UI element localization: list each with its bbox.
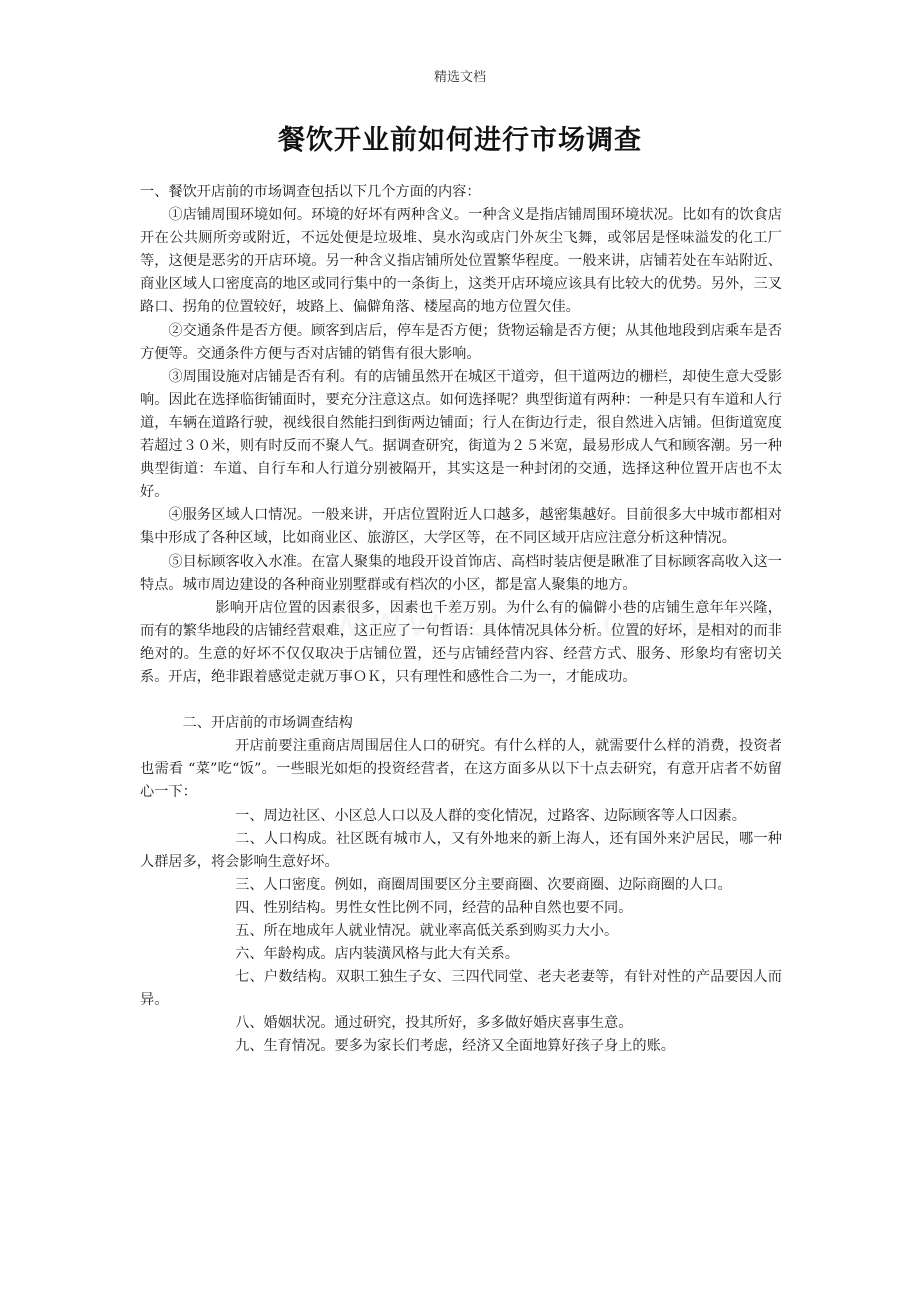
- section-1-heading: 一、餐饮开店前的市场调查包括以下几个方面的内容：: [140, 184, 481, 200]
- list-item: 五、所在地成年人就业情况。就业率高低关系到购买力大小。: [235, 923, 619, 939]
- list-item: 七、户数结构。双职工独生子女、三四代同堂、老夫老妻等，有针对性的产品要因人而异。: [140, 969, 782, 1009]
- list-item: 二、人口构成。社区既有城市人，又有外地来的新上海人，还有国外来沪居民，哪一种人群居多，将会影响生意好坏。: [140, 830, 782, 870]
- paragraph-traffic: ②交通条件是否方便。顾客到店后，停车是否方便；货物运输是否方便；从其他地段到店乘车是否方便等。交通条件方便与否对店铺的销售有很大影响。: [140, 322, 782, 362]
- page-header: 精选文档: [433, 70, 486, 85]
- paragraph-facilities: ③周围设施对店铺是否有利。有的店铺虽然开在城区干道旁，但干道两边的栅栏，却使生意大受影响。因此在选择临街铺面时，要充分注意这点。如何选择呢？典型街道有两种：一种是只有车道和人行道，车辆在道路行驶，视线很自然能扫到街两边铺面；行人在街边行走，很自然进入店铺。但街道宽度若超过３０米，则有时反而不聚人气。据调查研究，街道为２５米宽，最易形成人气和顾客潮。另一种典型街道：车道、自行车和人行道分别被隔开，其实这是一种封闭的交通，选择这种位置开店也不太好。: [140, 368, 782, 501]
- paragraph-factors: 影响开店位置的因素很多，因素也千差万别。为什么有的偏僻小巷的店铺生意年年兴隆，而有的繁华地段的店铺经营艰难，这正应了一句哲语：具体情况具体分析。位置的好坏，是相对的而非绝对的。生意的好坏不仅仅取决于店铺位置，还与店铺经营内容、经营方式、服务、形象均有密切关系。开店，绝非跟着感觉走就万事ＯＫ，只有理性和感性合二为一，才能成功。: [140, 599, 782, 685]
- list-item: 三、人口密度。例如，商圈周围要区分主要商圈、次要商圈、边际商圈的人口。: [235, 876, 732, 893]
- list-item: 四、性别结构。男性女性比例不同，经营的品种自然也要不同。: [235, 899, 633, 916]
- section-2-heading: 二、开店前的市场调查结构: [182, 715, 353, 732]
- list-item: 一、周边社区、小区总人口以及人群的变化情况，过路客、边际顾客等人口因素。: [235, 807, 746, 824]
- paragraph-environment: ①店铺周围环境如何。环境的好坏有两种含义。一种含义是指店铺周围环境状况。比如有的饮食店开在公共厕所旁或附近，不远处便是垃圾堆、臭水沟或店门外灰尘飞舞，或邻居是怪味溢发的化工厂等，这便是恶劣的开店环境。另一种含义指店铺所处位置繁华程度。一般来讲，店铺若处在车站附近、商业区域人口密度高的地区或同行集中的一条街上，这类开店环境应该具有比较大的优势。另外，三叉路口、拐角的位置较好，坡路上、偏僻角落、楼屋高的地方位置欠佳。: [140, 207, 782, 316]
- list-item: 八、婚姻状况。通过研究，投其所好，多多做好婚庆喜事生意。: [235, 1015, 633, 1032]
- paragraph-income: ⑤目标顾客收入水准。在富人聚集的地段开设首饰店、高档时装店便是瞅准了目标顾客高收入这一特点。城市周边建设的各种商业别墅群或有档次的小区，都是富人聚集的地方。: [140, 553, 782, 593]
- list-item: 九、生育情况。要多为家长们考虑，经济又全面地算好孩子身上的账。: [235, 1038, 675, 1055]
- document-body: [140, 181, 782, 1059]
- paragraph-population: ④服务区域人口情况。一般来讲，开店位置附近人口越多，越密集越好。目前很多大中城市都相对集中形成了各种区域，比如商业区、旅游区，大学区等，在不同区域开店应注意分析这种情况。: [140, 507, 782, 547]
- section-2-intro: 开店前要注重商店周围居住人口的研究。有什么样的人，就需要什么样的消费，投资者也需看 “菜”吃“饭”。一些眼光如炬的投资经营者，在这方面多从以下十点去研究，有意开店者不妨留心一下：: [140, 738, 782, 801]
- document-title: 餐饮开业前如何进行市场调查: [278, 125, 642, 156]
- blank-line: [140, 689, 782, 712]
- list-item: 六、年龄构成。店内装潢风格与此大有关系。: [235, 946, 519, 963]
